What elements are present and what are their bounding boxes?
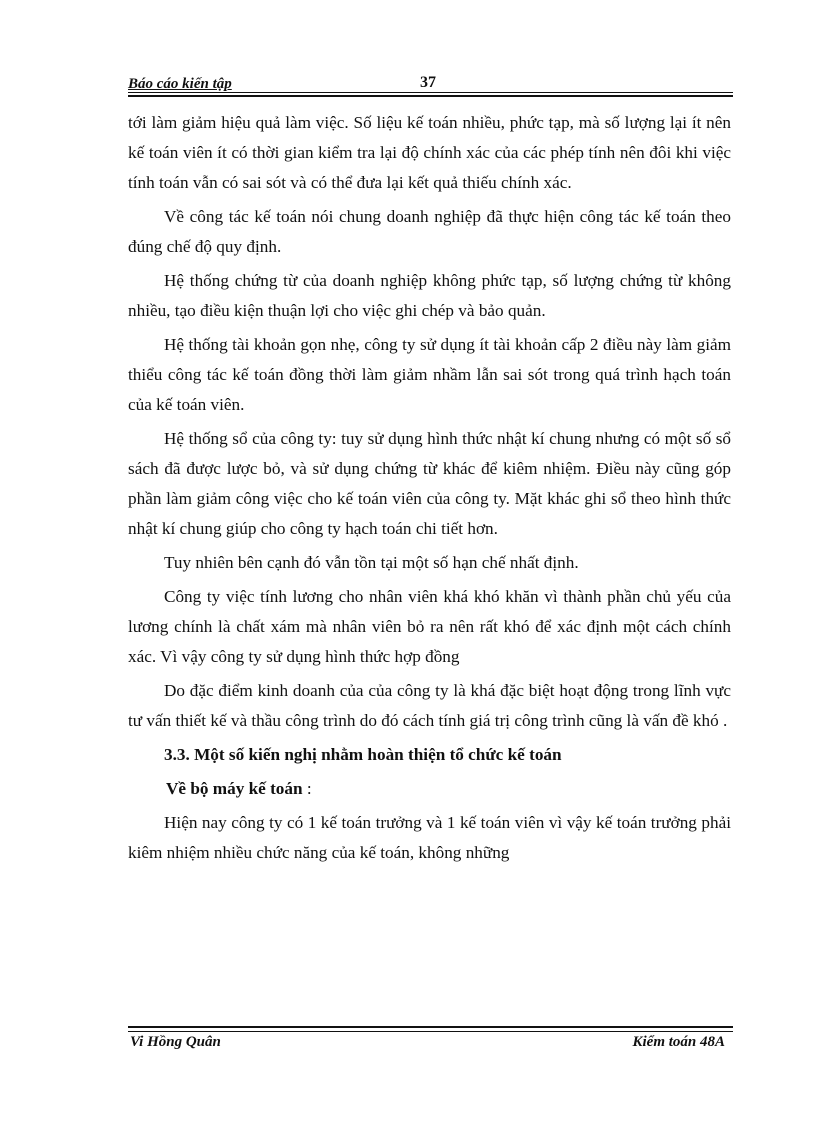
section-heading: 3.3. Một số kiến nghị nhằm hoàn thiện tổ chức kế toán [164,745,562,764]
paragraph-6: Tuy nhiên bên cạnh đó vẫn tồn tại một số hạn chế nhất định. [164,553,579,572]
page-number: 37 [420,74,436,91]
footer-author: Vi Hồng Quân [130,1034,221,1050]
document-body [128,108,731,872]
paragraph-2: Về công tác kế toán nói chung doanh nghiệp đã thực hiện công tác kế toán theo đúng chế độ quy định. [128,207,731,256]
footer-rule [128,1031,733,1032]
paragraph-9: Hiện nay công ty có 1 kế toán trưởng và 1 kế toán viên vì vậy kế toán trưởng phải kiêm nhiệm nhiều chức năng của kế toán, không những [128,813,731,862]
subheading [128,774,731,804]
paragraph-1: tới làm giảm hiệu quả làm việc. Số liệu kế toán nhiều, phức tạp, mà số lượng lại ít nên kế toán viên ít có thời gian kiểm tra lại độ chính xác của các phép tính nên đôi khi việc tính toán vẫn có sai sót và có thể đưa lại kết quả thiếu chính xác. [128,113,731,192]
header-rule [128,92,733,93]
header-title: Báo cáo kiến tập [128,76,232,92]
footer-class: Kiểm toán 48A [632,1034,725,1050]
page-header [128,72,733,94]
subheading-label: Về bộ máy kế toán [166,779,303,798]
paragraph-4: Hệ thống tài khoản gọn nhẹ, công ty sử dụng ít tài khoản cấp 2 điều này làm giảm thiểu công tác kế toán đồng thời làm giảm nhầm lẫn sai sót trong quá trình hạch toán của kế toán viên. [128,335,731,414]
header-rule-thick [128,95,733,97]
subheading-colon: : [302,779,312,798]
page-footer [128,1026,733,1052]
paragraph-8: Do đặc điểm kinh doanh của của công ty là khá đặc biệt hoạt động trong lĩnh vực tư vấn thiết kế và thầu công trình do đó cách tính giá trị công trình cũng là vấn đề khó . [128,681,731,730]
paragraph-3: Hệ thống chứng từ của doanh nghiệp không phức tạp, số lượng chứng từ không nhiều, tạo điều kiện thuận lợi cho việc ghi chép và bảo quản. [128,271,731,320]
footer-rule-thick [128,1026,733,1028]
paragraph-7: Công ty việc tính lương cho nhân viên khá khó khăn vì thành phần chủ yếu của lương chính là chất xám mà nhân viên bỏ ra nên rất khó để xác định một cách chính xác. Vì vậy công ty sử dụng hình thức hợp đồng [128,587,731,666]
paragraph-5: Hệ thống sổ của công ty: tuy sử dụng hình thức nhật kí chung nhưng có một số sổ sách đã được lược bỏ, và sử dụng chứng từ khác để kiêm nhiệm. Điều này cũng góp phần làm giảm công việc cho kế toán viên của công ty. Mặt khác ghi sổ theo hình thức nhật kí chung giúp cho công ty hạch toán chi tiết hơn. [128,429,731,538]
